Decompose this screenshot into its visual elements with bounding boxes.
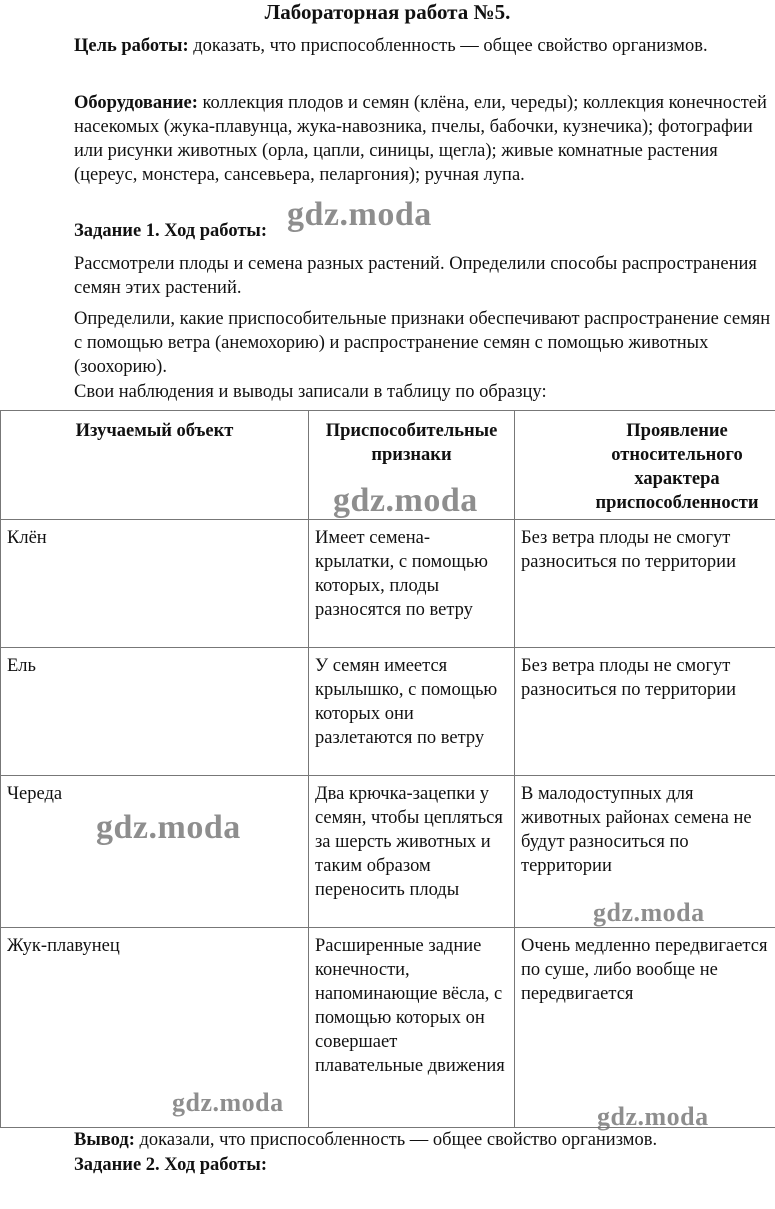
watermark: gdz.moda: [597, 1102, 709, 1131]
task2-heading: Задание 2. Ход работы:: [74, 1155, 268, 1175]
table-header-cell: Проявление относительного характера приспособленности: [515, 411, 775, 520]
adaptation-cell: Имеет семена-крылатки, с помощью которых, плоды разносятся по ветру: [309, 520, 515, 648]
goal-text: доказать, что приспособленность — общее свойство организмов.: [188, 36, 708, 56]
equipment-paragraph: [74, 91, 774, 187]
observation-paragraph: Определили, какие приспособительные признаки обеспечивают распространение семян с помощью ветра (анемохорию) и распространение семян с помощью животных (зоохорию).: [74, 309, 771, 377]
adaptation-cell: Расширенные задние конечности, напоминающие вёсла, с помощью которых он совершает плавательные движения: [309, 928, 515, 1128]
table-header-cell: Изучаемый объект: [1, 411, 309, 520]
conclusion-label: Вывод:: [74, 1130, 135, 1150]
table-row: [1, 928, 775, 1128]
equipment-text: коллекция плодов и семян (клёна, ели, череды); коллекция конечностей насекомых (жука-плавунца, жука-навозника, пчелы, бабочки, кузнечика); фотографии или рисунки животных (орла, цапли, синицы, щегла); живые комнатные растения (цереус, монстера, сансевьера, пеларгония); ручная лупа.: [74, 93, 767, 185]
adaptation-cell: У семян имеется крылышко, с помощью которых они разлетаются по ветру: [309, 648, 515, 776]
task1-heading: Задание 1. Ход работы:: [74, 221, 268, 241]
object-cell: Ель: [1, 648, 309, 776]
conclusion-paragraph: [74, 1128, 774, 1152]
relative-cell: Очень медленно передвигается по суше, либо вообще не передвигается: [515, 928, 775, 1128]
object-cell: Череда: [1, 776, 309, 928]
watermark: gdz.moda: [172, 1088, 284, 1117]
page-title: Лабораторная работа №5.: [264, 0, 511, 24]
equipment-label: Оборудование:: [74, 93, 198, 113]
table-row: [1, 520, 775, 648]
observation-paragraph: Рассмотрели плоды и семена разных растений. Определили способы распространения семян этих растений.: [74, 254, 757, 298]
watermark: gdz.moda: [96, 809, 241, 846]
goal-paragraph: [74, 34, 774, 58]
table-header-cell: Приспособительные признаки: [309, 411, 515, 520]
goal-label: Цель работы:: [74, 36, 189, 56]
conclusion-text: доказали, что приспособленность — общее свойство организмов.: [134, 1130, 658, 1150]
object-cell: Клён: [1, 520, 309, 648]
table-row: [1, 648, 775, 776]
watermark: gdz.moda: [593, 898, 705, 927]
watermark: gdz.moda: [287, 196, 432, 233]
observation-paragraph: Свои наблюдения и выводы записали в таблицу по образцу:: [74, 382, 547, 402]
relative-cell: Без ветра плоды не смогут разноситься по территории: [515, 648, 775, 776]
adaptation-cell: Два крючка-зацепки у семян, чтобы цепляться за шерсть животных и таким образом переносить плоды: [309, 776, 515, 928]
object-cell: Жук-плавунец: [1, 928, 309, 1128]
relative-cell: В малодоступных для животных районах семена не будут разноситься по территории: [515, 776, 775, 928]
watermark: gdz.moda: [333, 482, 478, 519]
relative-cell: Без ветра плоды не смогут разноситься по территории: [515, 520, 775, 648]
